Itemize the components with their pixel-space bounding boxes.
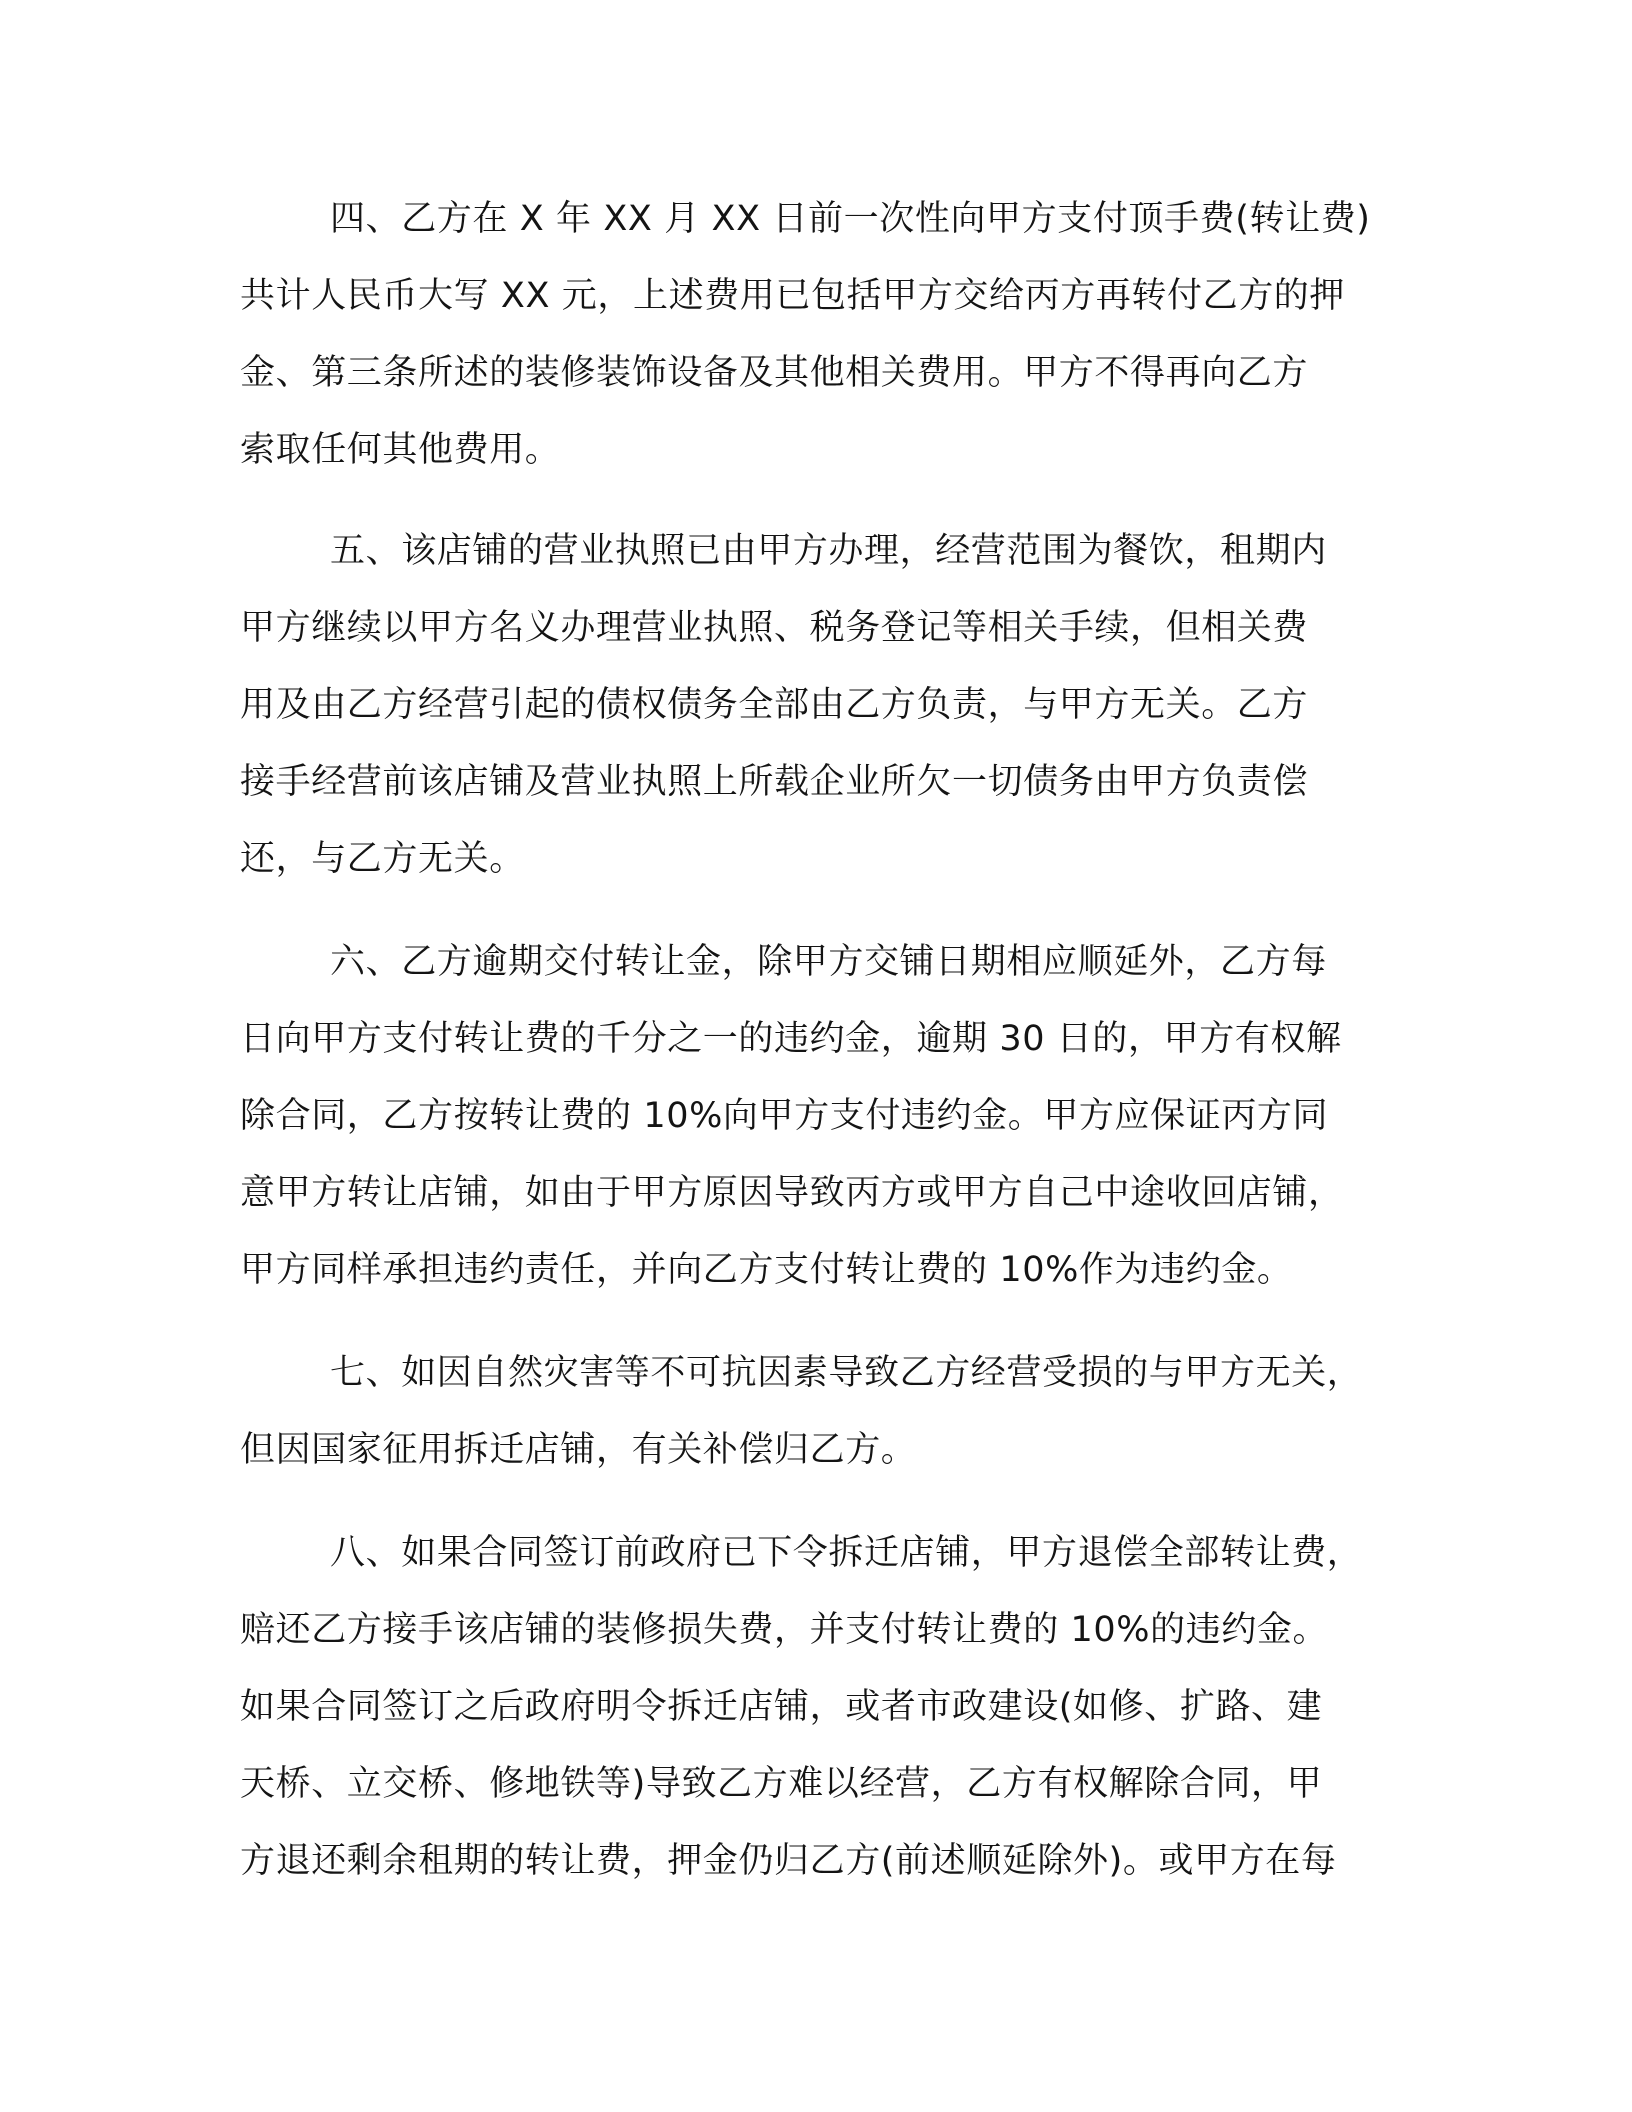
clause-6-line-3: 除合同，乙方按转让费的 10%向甲方支付违约金。甲方应保证丙方同 <box>240 1096 1329 1136</box>
clause-8-line-4: 天桥、立交桥、修地铁等)导致乙方难以经营，乙方有权解除合同，甲 <box>240 1764 1323 1804</box>
clause-6-line-4: 意甲方转让店铺，如由于甲方原因导致丙方或甲方自己中途收回店铺， <box>240 1173 1344 1213</box>
clause-5-line-3: 用及由乙方经营引起的债权债务全部由乙方负责，与甲方无关。乙方 <box>240 685 1309 725</box>
clause-8-line-5: 方退还剩余租期的转让费，押金仍归乙方(前述顺延除外)。或甲方在每 <box>240 1841 1337 1881</box>
clause-5-line-4: 接手经营前该店铺及营业执照上所载企业所欠一切债务由甲方负责偿 <box>240 762 1309 802</box>
clause-4-line-1: 四、乙方在 X 年 XX 月 XX 日前一次性向甲方支付顶手费(转让费) <box>330 199 1371 239</box>
clause-5-line-1: 五、该店铺的营业执照已由甲方办理，经营范围为餐饮，租期内 <box>330 531 1327 571</box>
clause-6-line-2: 日向甲方支付转让费的千分之一的违约金，逾期 30 日的，甲方有权解 <box>240 1019 1342 1059</box>
clause-6-line-1: 六、乙方逾期交付转让金，除甲方交铺日期相应顺延外，乙方每 <box>330 942 1327 982</box>
clause-8-line-1: 八、如果合同签订前政府已下令拆迁店铺，甲方退偿全部转让费， <box>330 1533 1363 1573</box>
clause-8-line-3: 如果合同签订之后政府明令拆迁店铺，或者市政建设(如修、扩路、建 <box>240 1687 1323 1727</box>
clause-5-line-2: 甲方继续以甲方名义办理营业执照、税务登记等相关手续，但相关费 <box>240 608 1309 648</box>
clause-7-line-2: 但因国家征用拆迁店铺，有关补偿归乙方。 <box>240 1430 917 1470</box>
clause-6-line-5: 甲方同样承担违约责任，并向乙方支付转让费的 10%作为违约金。 <box>240 1250 1293 1290</box>
clause-4-line-2: 共计人民币大写 XX 元，上述费用已包括甲方交给丙方再转付乙方的押 <box>240 276 1346 316</box>
clause-5-line-5: 还，与乙方无关。 <box>240 839 525 879</box>
clause-8-line-2: 赔还乙方接手该店铺的装修损失费，并支付转让费的 10%的违约金。 <box>240 1610 1329 1650</box>
clause-4-line-3: 金、第三条所述的装修装饰设备及其他相关费用。甲方不得再向乙方 <box>240 353 1309 393</box>
clause-4-line-4: 索取任何其他费用。 <box>240 430 561 470</box>
clause-7-line-1: 七、如因自然灾害等不可抗因素导致乙方经营受损的与甲方无关， <box>330 1353 1363 1393</box>
